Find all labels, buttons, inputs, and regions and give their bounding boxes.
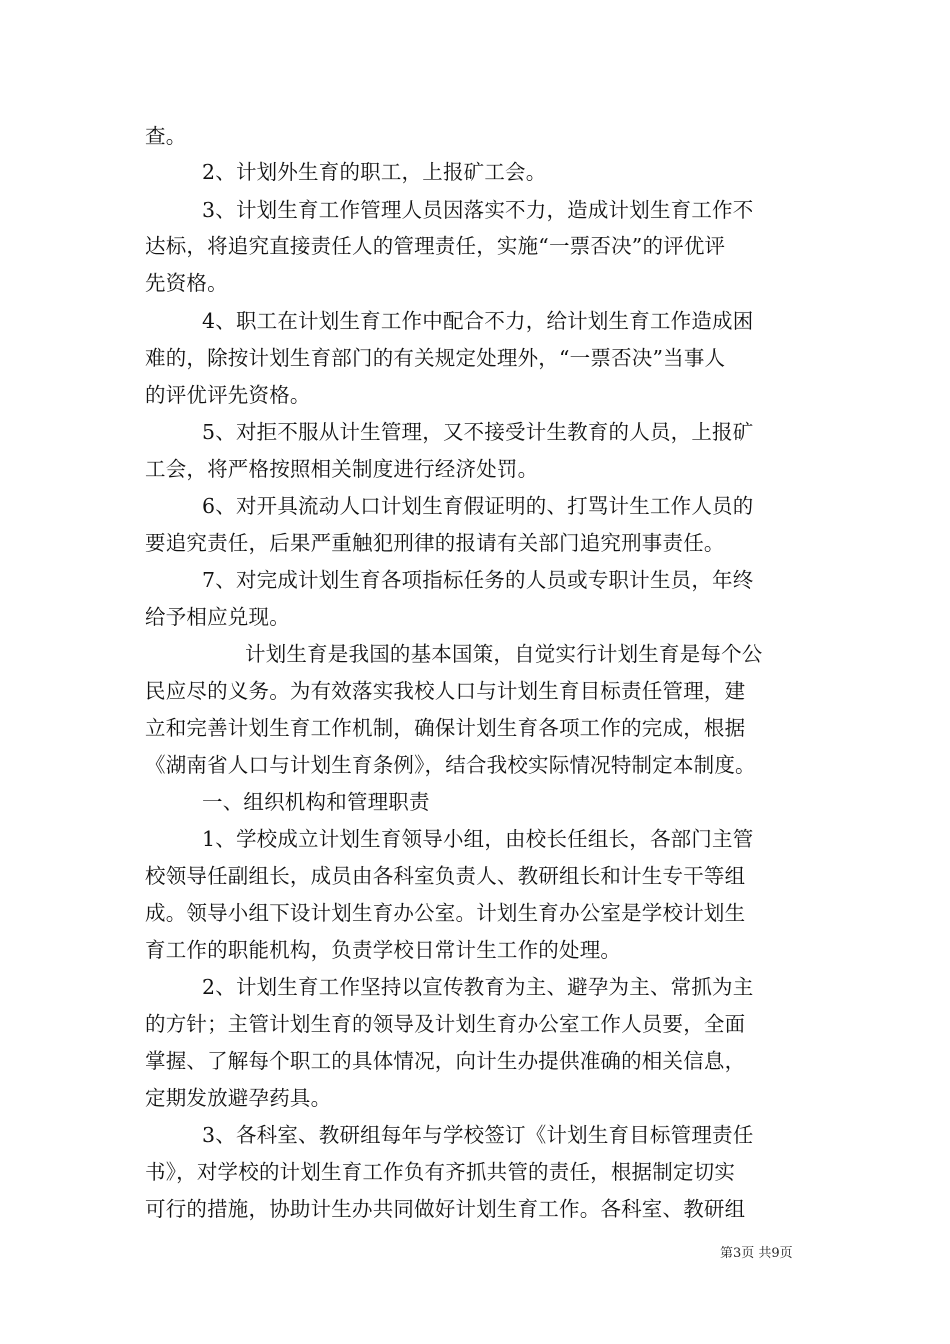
text-line: 校领导任副组长，成员由各科室负责人、教研组长和计生专干等组 [145, 864, 746, 888]
text-line: 掌握、了解每个职工的具体情况，向计生办提供准确的相关信息， [145, 1049, 746, 1073]
text-line: 《湖南省人口与计划生育条例》，结合我校实际情况特制定本制度。 [145, 753, 756, 777]
text-line: 的评优评先资格。 [145, 383, 311, 407]
text-line: 计划生育是我国的基本国策，自觉实行计划生育是每个公 [245, 642, 763, 666]
text-line: 6、对开具流动人口计划生育假证明的、打骂计生工作人员的 [202, 494, 754, 518]
text-line: 达标，将追究直接责任人的管理责任，实施“一票否决”的评优评 [145, 234, 726, 258]
text-line: 难的，除按计划生育部门的有关规定处理外，“一票否决”当事人 [145, 346, 726, 370]
text-line: 5、对拒不服从计生管理，又不接受计生教育的人员，上报矿 [202, 420, 754, 444]
text-line: 要追究责任，后果严重触犯刑律的报请有关部门追究刑事责任。 [145, 531, 725, 555]
section-heading: 一、组织机构和管理职责 [202, 790, 430, 814]
text-line: 7、对完成计划生育各项指标任务的人员或专职计生员，年终 [202, 568, 754, 592]
text-line: 3、计划生育工作管理人员因落实不力，造成计划生育工作不 [202, 198, 754, 222]
text-line: 工会，将严格按照相关制度进行经济处罚。 [145, 457, 539, 481]
page-number: 第3页 共9页 [720, 1246, 793, 1261]
text-line: 1、学校成立计划生育领导小组，由校长任组长，各部门主管 [202, 827, 754, 851]
text-line: 民应尽的义务。为有效落实我校人口与计划生育目标责任管理，建 [145, 679, 746, 703]
text-line: 查。 [145, 124, 187, 148]
text-line: 成。领导小组下设计划生育办公室。计划生育办公室是学校计划生 [145, 901, 746, 925]
text-line: 先资格。 [145, 271, 228, 295]
text-line: 书》，对学校的计划生育工作负有齐抓共管的责任，根据制定切实 [145, 1160, 736, 1184]
text-line: 定期发放避孕药具。 [145, 1086, 332, 1110]
text-line: 育工作的职能机构，负责学校日常计生工作的处理。 [145, 938, 622, 962]
text-line: 的方针；主管计划生育的领导及计划生育办公室工作人员要，全面 [145, 1012, 746, 1036]
text-line: 2、计划外生育的职工，上报矿工会。 [202, 160, 547, 184]
text-line: 3、各科室、教研组每年与学校签订《计划生育目标管理责任 [202, 1123, 754, 1147]
text-line: 4、职工在计划生育工作中配合不力，给计划生育工作造成困 [202, 309, 754, 333]
text-line: 可行的措施，协助计生办共同做好计划生育工作。各科室、教研组 [145, 1197, 746, 1221]
text-line: 立和完善计划生育工作机制，确保计划生育各项工作的完成，根据 [145, 716, 746, 740]
text-line: 2、计划生育工作坚持以宣传教育为主、避孕为主、常抓为主 [202, 975, 754, 999]
text-line: 给予相应兑现。 [145, 605, 290, 629]
